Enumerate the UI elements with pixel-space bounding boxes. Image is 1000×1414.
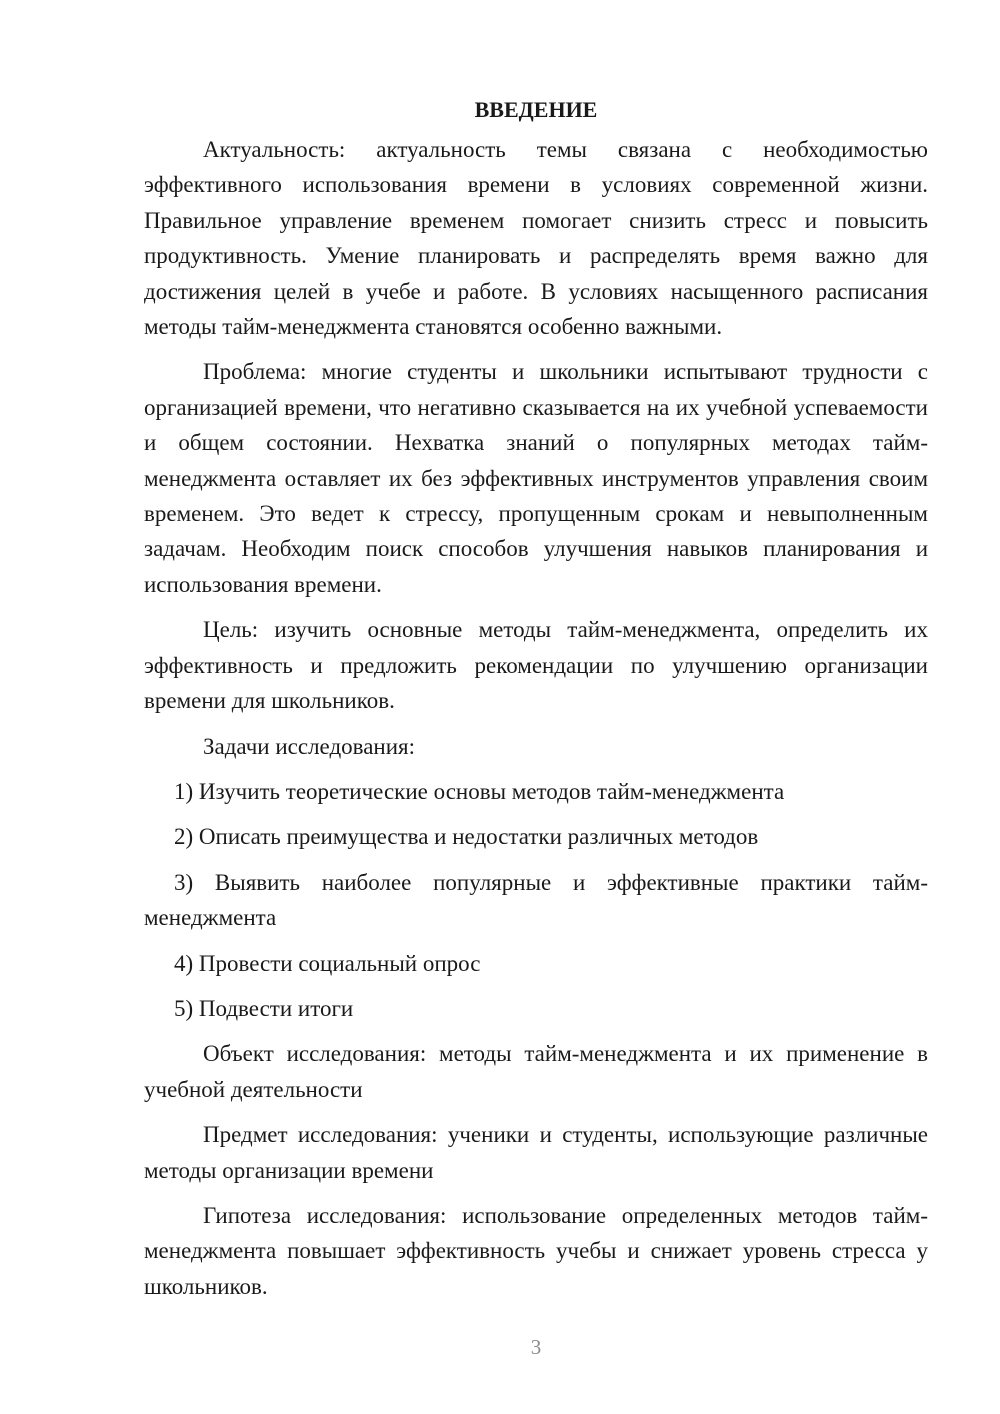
tasks-heading: Задачи исследования:: [203, 733, 416, 759]
page-number: 3: [530, 1335, 542, 1359]
task-item-3: 3) Выявить наиболее популярные и эффективные практики тайм-менеджмента: [144, 869, 928, 931]
task-item-2: 2) Описать преимущества и недостатки различных методов: [174, 824, 759, 850]
page-title: ВВЕДЕНИЕ: [474, 97, 598, 122]
problem-paragraph: Проблема: многие студенты и школьники испытывают трудности с организацией времени, что негативно сказывается на их учебной успеваемости и общем состоянии. Нехватка знаний о популярных методах тайм-менеджмента оставляет их без эффективных инструментов управления своим временем. Это ведет к стрессу, пропущенным срокам и невыполненным задачам. Необходим поиск способов улучшения навыков планирования и использования времени.: [144, 359, 928, 597]
object-paragraph: Объект исследования: методы тайм-менеджмента и их применение в учебной деятельности: [144, 1041, 928, 1102]
task-item-4: 4) Провести социальный опрос: [174, 950, 481, 976]
hypothesis-paragraph: Гипотеза исследования: использование определенных методов тайм-менеджмента повышает эффективность учебы и снижает уровень стресса у школьников.: [144, 1202, 928, 1299]
task-item-1: 1) Изучить теоретические основы методов тайм-менеджмента: [174, 778, 785, 804]
goal-paragraph: Цель: изучить основные методы тайм-менеджмента, определить их эффективность и предложить рекомендации по улучшению организации времени для школьников.: [144, 617, 928, 714]
task-item-5: 5) Подвести итоги: [174, 995, 354, 1021]
relevance-paragraph: Актуальность: актуальность темы связана с необходимостью эффективного использования времени в условиях современной жизни. Правильное управление временем помогает снизить стресс и повысить продуктивность. Умение планировать и распределять время важно для достижения целей в учебе и работе. В условиях насыщенного расписания методы тайм-менеджмента становятся особенно важными.: [144, 137, 928, 340]
subject-paragraph: Предмет исследования: ученики и студенты, использующие различные методы организации времени: [144, 1122, 928, 1183]
